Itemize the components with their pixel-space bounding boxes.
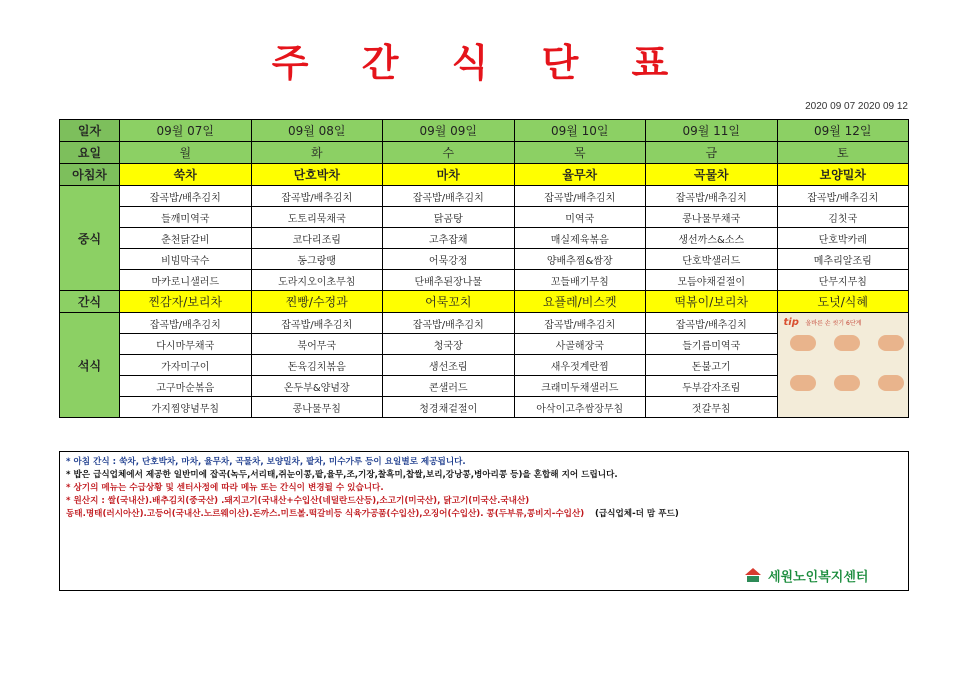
lunch-cell: 메추리알조림: [777, 249, 909, 270]
dinner-row: [60, 313, 909, 334]
hand-icon: [790, 335, 816, 351]
day-row: [60, 142, 909, 164]
date-range: 2020 09 07 2020 09 12: [805, 101, 908, 112]
tea-cell: 보양밀차: [777, 164, 909, 186]
day-label: 요일: [60, 142, 120, 164]
lunch-cell: 고추잡채: [383, 228, 515, 249]
date-label: 일자: [60, 120, 120, 142]
dinner-cell: 돈불고기: [646, 355, 778, 376]
dinner-cell: 청국장: [383, 334, 515, 355]
dinner-cell: 아삭이고추쌈장무침: [514, 397, 646, 418]
lunch-cell: 마카로니샐러드: [120, 270, 252, 291]
tea-label: 아침차: [60, 164, 120, 186]
date-cell: 09월 09일: [383, 120, 515, 142]
lunch-cell: 단호박카레: [777, 228, 909, 249]
lunch-cell: 꼬들배기무침: [514, 270, 646, 291]
hand-icon: [878, 335, 904, 351]
lunch-row: [60, 186, 909, 207]
dinner-cell: 생선조림: [383, 355, 515, 376]
hand-icon: [834, 375, 860, 391]
lunch-row: [60, 270, 909, 291]
date-cell: 09월 10일: [514, 120, 646, 142]
dinner-cell: 콘샐러드: [383, 376, 515, 397]
lunch-cell: 잡곡밥/배추김치: [120, 186, 252, 207]
dinner-cell: 잡곡밥/배추김치: [251, 313, 383, 334]
dinner-cell: 잡곡밥/배추김치: [646, 313, 778, 334]
lunch-cell: 미역국: [514, 207, 646, 228]
dinner-cell: 새우젓계란찜: [514, 355, 646, 376]
lunch-cell: 어묵강정: [383, 249, 515, 270]
note-line: * 밥은 급식업체에서 제공한 일반미에 잡곡(녹두,서리태,쥐눈이콩,팥,율무,조,기장,찰흑미,찹쌀,보리,강낭콩,병아리콩 등)을 혼합해 지어 드립니다.: [66, 470, 618, 480]
lunch-label: 중식: [60, 186, 120, 291]
lunch-cell: 도라지오이초무침: [251, 270, 383, 291]
lunch-row: [60, 249, 909, 270]
dinner-cell: 두부감자조림: [646, 376, 778, 397]
tea-cell: 곡물차: [646, 164, 778, 186]
dinner-cell: 들기름미역국: [646, 334, 778, 355]
note-line: (급식업체-더 맘 푸드): [594, 509, 679, 519]
hand-icon: [834, 335, 860, 351]
date-cell: 09월 08일: [251, 120, 383, 142]
dinner-cell: 잡곡밥/배추김치: [383, 313, 515, 334]
snack-cell: 떡볶이/보리차: [646, 291, 778, 313]
dinner-cell: 가지찜양념무침: [120, 397, 252, 418]
snack-cell: 찐감자/보리차: [120, 291, 252, 313]
note-line: * 원산지 : 쌀(국내산).배추김치(중국산) .돼지고기(국내산+수입산(네덜란드산등),소고기(미국산), 닭고기(미국산.국내산): [66, 496, 530, 506]
dinner-cell: 청경채겉절이: [383, 397, 515, 418]
dinner-cell: 고구마순볶음: [120, 376, 252, 397]
lunch-cell: 잡곡밥/배추김치: [514, 186, 646, 207]
day-cell: 금: [646, 142, 778, 164]
note-line: 동태.명태(러시아산).고등어(국내산.노르웨이산).돈까스.미트볼.떡갈비등 식육가공품(수입산),오징어(수입산). 콩(두부류,콩비지-수입산): [66, 509, 585, 519]
day-cell: 수: [383, 142, 515, 164]
hand-icon: [790, 375, 816, 391]
lunch-cell: 단배추된장나물: [383, 270, 515, 291]
date-cell: 09월 12일: [777, 120, 909, 142]
lunch-cell: 단호박샐러드: [646, 249, 778, 270]
date-cell: 09월 11일: [646, 120, 778, 142]
tea-row: [60, 164, 909, 186]
dinner-cell: 잡곡밥/배추김치: [514, 313, 646, 334]
snack-cell: 어묵꼬치: [383, 291, 515, 313]
snack-cell: 찐빵/수정과: [251, 291, 383, 313]
lunch-cell: 닭곰탕: [383, 207, 515, 228]
lunch-cell: 잡곡밥/배추김치: [777, 186, 909, 207]
tea-cell: 단호박차: [251, 164, 383, 186]
tea-cell: 율무차: [514, 164, 646, 186]
lunch-cell: 단무지무침: [777, 270, 909, 291]
day-cell: 토: [777, 142, 909, 164]
org-name: 세원노인복지센터: [768, 570, 869, 585]
note-line: * 상기의 메뉴는 수급상황 및 센터사정에 따라 메뉴 또는 간식이 변경될 수 있습니다.: [66, 483, 384, 493]
tip-heading: 올바른 손 씻기 6단계: [805, 320, 862, 327]
lunch-cell: 양배추찜&쌈장: [514, 249, 646, 270]
day-cell: 목: [514, 142, 646, 164]
note-line-wrap: [66, 508, 902, 521]
dinner-cell: 크래미두채샐러드: [514, 376, 646, 397]
lunch-cell: 생선까스&소스: [646, 228, 778, 249]
lunch-cell: 김칫국: [777, 207, 909, 228]
tip-label: tip: [783, 317, 799, 328]
lunch-cell: 들깨미역국: [120, 207, 252, 228]
dinner-cell: 사골해장국: [514, 334, 646, 355]
hand-icon: [878, 375, 904, 391]
dinner-cell: 콩나물무침: [251, 397, 383, 418]
lunch-cell: 잡곡밥/배추김치: [251, 186, 383, 207]
lunch-cell: 춘천닭갈비: [120, 228, 252, 249]
org-logo-icon: [744, 567, 762, 583]
day-cell: 월: [120, 142, 252, 164]
lunch-row: [60, 228, 909, 249]
dinner-cell: 가자미구이: [120, 355, 252, 376]
dinner-cell: 돈육김치볶음: [251, 355, 383, 376]
dinner-label: 석식: [60, 313, 120, 418]
snack-cell: 도넛/식혜: [777, 291, 909, 313]
lunch-cell: 도토리묵채국: [251, 207, 383, 228]
lunch-cell: 잡곡밥/배추김치: [383, 186, 515, 207]
tea-cell: 쑥차: [120, 164, 252, 186]
lunch-cell: 매실제육볶음: [514, 228, 646, 249]
note-line: * 아침 간식 : 쑥차, 단호박차, 마차, 율무차, 곡물차, 보양밀차, 팥차, 미수가루 등이 요일별로 제공됩니다.: [66, 457, 466, 467]
weekly-menu-table: [59, 119, 909, 418]
lunch-row: [60, 207, 909, 228]
dinner-cell: 북어무국: [251, 334, 383, 355]
lunch-cell: 비빔막국수: [120, 249, 252, 270]
lunch-cell: 동그랑땡: [251, 249, 383, 270]
snack-cell: 요플레/비스켓: [514, 291, 646, 313]
date-row: [60, 120, 909, 142]
snack-label: 간식: [60, 291, 120, 313]
dinner-cell: 다시마무채국: [120, 334, 252, 355]
snack-row: [60, 291, 909, 313]
page-title: 주 간 식 단 표: [271, 41, 689, 85]
dinner-cell: 젓갈무침: [646, 397, 778, 418]
date-cell: 09월 07일: [120, 120, 252, 142]
handwash-tip-image: [777, 313, 909, 418]
lunch-cell: 잡곡밥/배추김치: [646, 186, 778, 207]
dinner-cell: 온두부&양념장: [251, 376, 383, 397]
lunch-cell: 콩나물무채국: [646, 207, 778, 228]
tea-cell: 마차: [383, 164, 515, 186]
dinner-cell: 잡곡밥/배추김치: [120, 313, 252, 334]
day-cell: 화: [251, 142, 383, 164]
lunch-cell: 모듬야채겉절이: [646, 270, 778, 291]
lunch-cell: 코다리조림: [251, 228, 383, 249]
